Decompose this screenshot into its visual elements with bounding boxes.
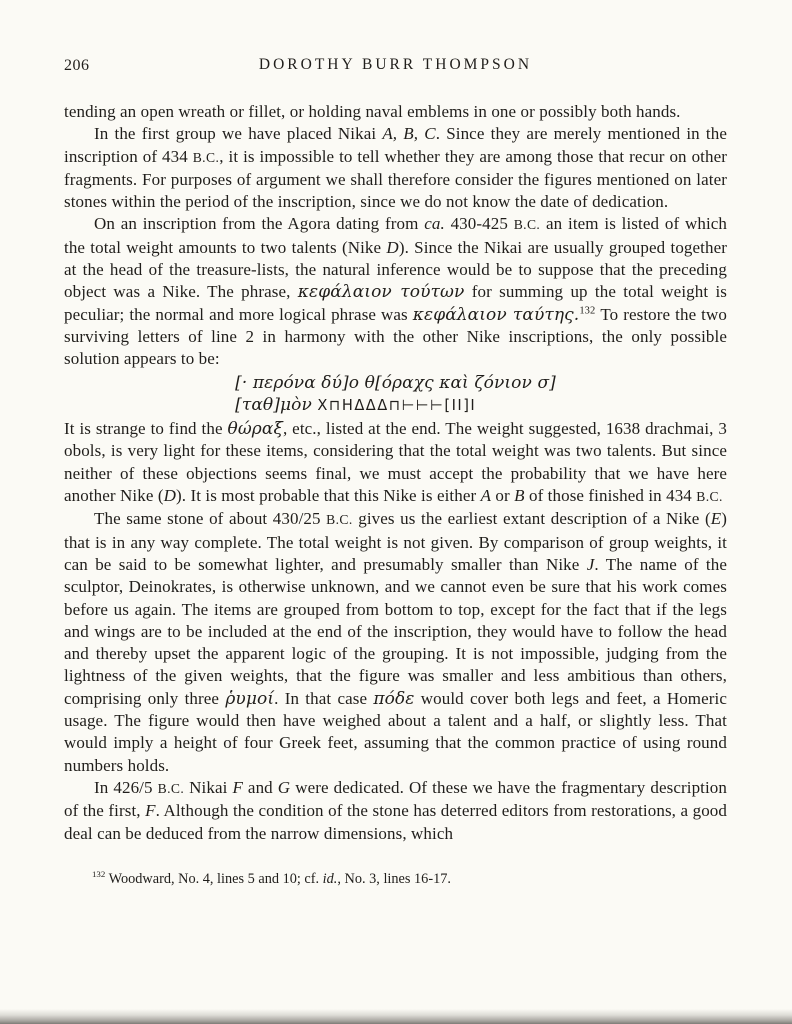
text-segment: B.C. (157, 780, 185, 796)
italic-text: D (163, 486, 176, 506)
text-segment: Woodward, No. 4, lines 5 and 10; cf. (105, 870, 323, 887)
italic-text: A (480, 486, 492, 506)
greek-text: [· περόνα δύ]ο θ[όραχς καὶ ζόνιον σ] (235, 372, 556, 393)
acrophonic-numerals: Χ⊓ΗΔΔΔ⊓⊢⊢⊢[ΙΙ]Ι (317, 396, 477, 414)
text-segment: B.C. (326, 512, 353, 528)
greek-text: πόδε (373, 688, 415, 709)
text-segment: , etc., listed at the end. The weight suggested, 1638 drachmai, 3 obols, is very light for these items, considering that the total weight was two talents. But since neither of these objections seems final, we must accept the probability that we have here another Nike ( (64, 419, 727, 506)
italic-text: G (277, 777, 291, 797)
text-segment: , No. 3, lines 16-17. (337, 870, 451, 887)
paragraph (64, 101, 727, 123)
text-segment: In the first group we have placed Nikai (94, 124, 383, 144)
paragraph (64, 508, 727, 777)
text-segment: . In that case (274, 688, 374, 708)
footnote-ref: 132 (579, 305, 596, 317)
text-segment: ). Since the Nikai are usually grouped together at the head of the treasure-lists, the natural inference would be to suppose that the preceding object was a Nike. The phrase, (64, 237, 727, 302)
text-segment: . Since they are merely mentioned in the inscription of 434 (64, 124, 727, 166)
italic-text: F (232, 777, 243, 797)
text-segment: ). It is most probable that this Nike is either (175, 486, 481, 506)
inscription-block (64, 372, 727, 418)
greek-text: κεφάλαιον ταύτης. (412, 304, 580, 325)
text-segment: B.C. (513, 217, 541, 233)
text-segment: . Although the condition of the stone has deterred editors from restorations, a good deal can be deduced from the narrow dimensions, which (64, 801, 728, 843)
text-segment: 430-425 (444, 214, 514, 234)
paragraph (64, 123, 727, 213)
italic-text: J (586, 554, 595, 574)
text-segment: or (491, 486, 515, 506)
text-segment: were dedicated. Of these we have the fragmentary description of the first, (64, 777, 728, 821)
italic-text: E (710, 509, 722, 529)
footnote (64, 870, 727, 889)
text-segment: , it is impossible to tell whether they are among those that recur on other fragments. For purposes of argument we shall therefore consider the figures mentioned on later stones within the period of the inscription, since we do not know the date of dedication. (64, 146, 728, 212)
text-segment: and (242, 777, 278, 797)
greek-text: [ταθ]μὸν (235, 394, 318, 415)
paragraph (64, 777, 727, 845)
inscription-line (235, 394, 556, 417)
inscription-lines (235, 372, 556, 418)
italic-text: id. (322, 870, 338, 887)
text-segment: Nikai (184, 777, 233, 797)
footnote-text (92, 871, 451, 887)
text-segment: for summing up the total weight is peculiar; the normal and more logical phrase was (64, 282, 727, 324)
paragraph (64, 418, 727, 508)
text-segment: On an inscription from the Agora dating from (94, 214, 425, 234)
greek-text: ῥυμοί (225, 688, 275, 709)
greek-text: κεφάλαιον τούτων (297, 282, 465, 303)
text-segment: . The name of the sculptor, Deinokrates, is otherwise unknown, and we cannot even be sure that his work comes before us again. The items are grouped from bottom to top, except for the fact that if the legs and wings are to be included at the end of the inscription, they would have to follow the head and thereby upset the apparent logic of the grouping. It is not impossible, judging from the lightness of the given weights, that the figure was smaller and less ambitious than others, comprising only three (64, 554, 727, 708)
footnote-ref: 132 (92, 869, 106, 880)
text-segment: ) that is in any way complete. The total weight is not given. By comparison of group weights, it can be said to be somewhat lighter, and presumably smaller than Nike (64, 509, 727, 574)
text-segment: B.C. (696, 489, 723, 505)
text-segment: In 426/5 (94, 777, 158, 797)
text-segment: B.C. (192, 149, 220, 165)
body-content (64, 101, 727, 845)
text-segment: To restore the two surviving letters of line 2 in harmony with the other Nike inscriptions, the only possible solution appears to be: (64, 304, 727, 369)
text-segment: tending an open wreath or fillet, or holding naval emblems in one or possibly both hands. (64, 102, 681, 121)
italic-text: B (514, 486, 525, 506)
page-edge-shadow (0, 1009, 792, 1024)
paragraph (64, 213, 727, 370)
italic-text: A, B, C (382, 124, 436, 144)
italic-text: D (386, 237, 399, 257)
italic-text: ca. (424, 214, 445, 234)
text-segment: an item is listed of which the total weight amounts to two talents (Nike (64, 214, 728, 257)
inscription-line (235, 372, 556, 394)
text-segment: would cover both legs and feet, a Homeric usage. The figure would then have weighed about a talent and a half, or slightly less. That would imply a height of four Greek feet, assuming that the common practice of using round numbers holds. (64, 688, 728, 775)
text-segment: gives us the earliest extant description of a Nike ( (352, 509, 711, 529)
italic-text: F (145, 801, 156, 821)
text-segment: It is strange to find the (64, 419, 228, 439)
running-head: DOROTHY BURR THOMPSON (258, 56, 533, 73)
text-segment: The same stone of about 430/25 (94, 509, 327, 529)
text-segment: of those finished in 434 (524, 486, 697, 506)
page-number: 206 (64, 57, 90, 74)
page-header (64, 56, 727, 78)
greek-text: θώραξ (227, 419, 283, 440)
